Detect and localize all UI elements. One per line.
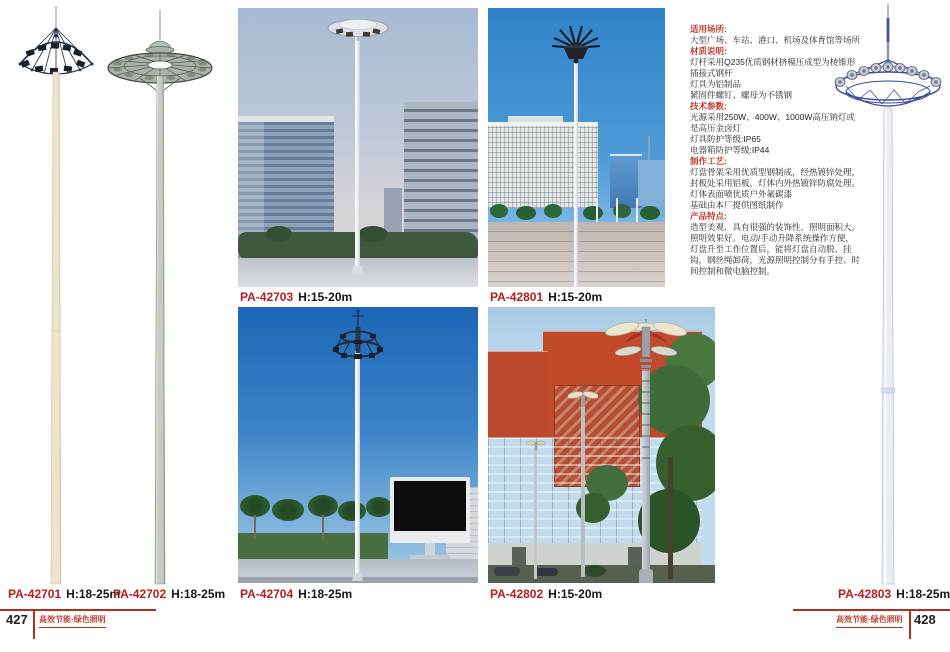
hedge: [238, 533, 388, 561]
flower-lamp-head: [600, 317, 692, 373]
product-code: PA-42703: [240, 290, 294, 304]
palm-crown: [272, 499, 304, 521]
product-height: H:15-20m: [298, 290, 353, 304]
page-number-right: 428: [914, 612, 936, 627]
palm-trunk: [322, 515, 324, 539]
car: [494, 567, 520, 576]
product-height: H:15-20m: [548, 290, 603, 304]
secondary-pole-small: [534, 447, 537, 579]
mid-lamp-head: [568, 387, 598, 409]
pole: [882, 108, 895, 584]
footer-divider-left: [33, 611, 35, 639]
palm-trunk: [254, 515, 256, 539]
palm-crown: [516, 206, 536, 220]
floodlights: [835, 63, 941, 87]
palm-crown: [544, 204, 562, 218]
small-lamp: [596, 198, 598, 222]
spec-line: 造型美观、具有很强的装饰性。照明面积大，照明效果好。电动/手动升降系统操作方便，灯盘升至工作位置后，能将灯盘自动脱、挂钩，钢丝绳卸荷，光源照明控制分有手控、时间控制和微电脑控制。: [690, 222, 861, 276]
palm-crown: [490, 204, 508, 218]
palm-crown: [366, 497, 392, 517]
tree-blob: [266, 226, 292, 242]
product-code: PA-42704: [240, 587, 294, 601]
palm-crown: [308, 495, 338, 517]
palm-crown: [640, 206, 660, 220]
product-height: H:15-20m: [548, 587, 603, 601]
pole-base: [352, 573, 363, 581]
page-number-left: 427: [6, 612, 28, 627]
product-code: PA-42802: [490, 587, 544, 601]
pole: [51, 72, 61, 584]
label-pa42801: [490, 290, 602, 304]
spec-title: 产品特点:: [690, 211, 727, 221]
spec-title: 制作工艺:: [690, 156, 727, 166]
dome-lamp-cluster: [19, 28, 94, 76]
light-pole: [355, 24, 360, 270]
illustration-pa42702: [104, 6, 220, 586]
product-code: PA-42803: [838, 587, 892, 601]
footer-slogan-left: 高效节能·绿色照明: [39, 614, 106, 628]
label-pa42802: [490, 587, 602, 601]
small-lamp-head: [526, 437, 546, 451]
palm-crown: [240, 495, 270, 517]
bush: [584, 565, 606, 577]
spec-line: 电器箱防护等级:IP44: [690, 145, 770, 155]
secondary-pole-mid: [581, 405, 585, 577]
footer-divider-right: [909, 611, 911, 639]
building-red-low: [488, 351, 548, 438]
building-blue-2: [638, 160, 665, 206]
spec-line: 光源采用250W、400W、1000W高压钠灯或是高压金卤灯: [690, 112, 855, 133]
photo-pa42704: [238, 307, 478, 583]
product-height: H:18-25m: [171, 587, 226, 601]
photo-pa42703: [238, 8, 478, 287]
illustration-pa42803: [833, 4, 950, 587]
entrance: [512, 547, 526, 565]
antenna-tower: [648, 136, 650, 160]
small-lamp: [616, 198, 618, 222]
photo-pa42802: [488, 307, 715, 583]
small-lamp: [636, 198, 638, 222]
product-height: H:18-25m: [298, 587, 353, 601]
led-screen: [394, 481, 466, 531]
pole: [155, 76, 165, 584]
label-pa42704: [240, 587, 352, 601]
footer-slogan-right: 高效节能·绿色照明: [836, 614, 903, 628]
spec-line: 灯盘骨架采用优质型钢制成，经热镀锌处理，封板处采用铝板，灯体内外热镀锌防腐处理。灯体表面喷优质户外氟碳漆: [690, 167, 861, 199]
spec-line: 灯具防护等级:IP65: [690, 134, 761, 144]
photo-pa42801: [488, 8, 665, 287]
spec-title: 适用场所:: [690, 24, 727, 34]
spire: [887, 4, 890, 62]
product-code: PA-42702: [113, 587, 167, 601]
label-pa42702: [113, 587, 225, 601]
cage-lamp-head: [328, 309, 388, 371]
light-pole: [355, 351, 360, 577]
spec-line: 灯杆采用Q235优质钢材挤模压成型为棱锥形插接式钢杆: [690, 57, 856, 78]
spec-title: 材质说明:: [690, 46, 727, 56]
product-code: PA-42701: [8, 587, 62, 601]
spec-line: 紧固件螺钉、螺母为不锈钢: [690, 90, 793, 100]
palm-crown: [338, 501, 366, 521]
label-pa42701: [8, 587, 120, 601]
building-white: [488, 126, 598, 208]
light-pole: [574, 52, 578, 287]
spec-line: 大型广场、车站、港口、机场及体育馆等场所: [690, 35, 861, 45]
product-code: PA-42801: [490, 290, 544, 304]
footer-rule-left: [0, 609, 156, 611]
product-height: H:18-25m: [896, 587, 950, 601]
car: [534, 568, 558, 576]
tree-trunk: [668, 457, 673, 579]
main-pole-rings: [642, 369, 650, 461]
spec-line: 灯具为铝制品: [690, 79, 742, 89]
footer-rule-right: [793, 609, 950, 611]
spec-line: 基础由本厂提供图纸制作: [690, 200, 784, 210]
product-height: H:18-25m: [66, 587, 121, 601]
spec-title: 技术参数:: [690, 101, 727, 111]
main-pole-base: [639, 569, 653, 583]
tree-blob: [358, 226, 388, 242]
disc-lamp-head: [326, 14, 390, 42]
dome-cap: [146, 41, 174, 54]
illustration-pa42701: [6, 6, 106, 586]
crown-lamp-head: [552, 26, 600, 66]
label-pa42703: [240, 290, 352, 304]
entrance: [628, 547, 642, 565]
palm-crown: [583, 206, 603, 220]
label-pa42803: [838, 587, 950, 601]
